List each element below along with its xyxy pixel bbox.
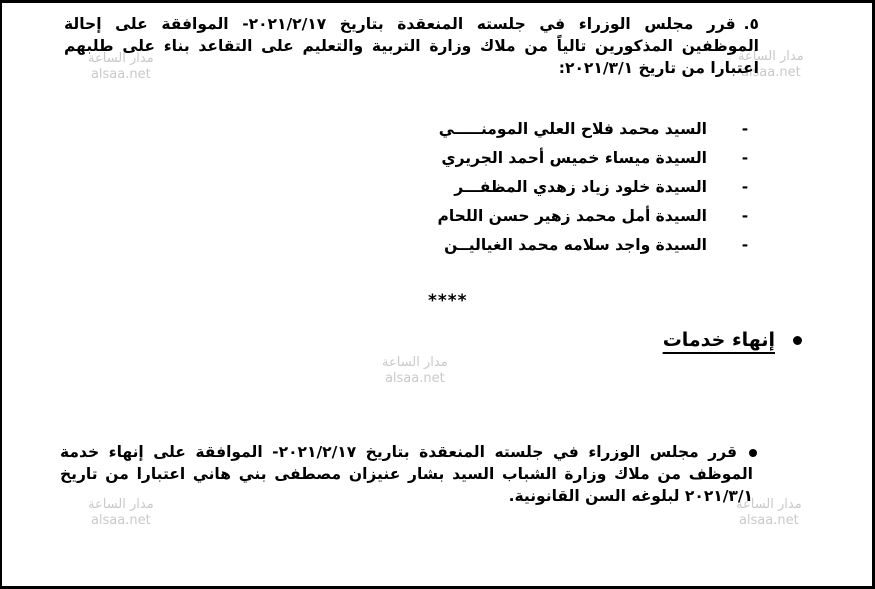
list-item <box>412 144 752 173</box>
list-item <box>412 231 752 260</box>
paragraph-number: ٥. <box>743 15 759 33</box>
watermark-arabic: مدار الساعة <box>738 49 804 64</box>
list-dash: - <box>741 120 749 138</box>
bullet-icon <box>793 336 802 345</box>
separator-stars: **** <box>428 291 468 311</box>
section-heading-text: إنهاء خدمات <box>662 329 775 351</box>
person-name: السيدة أمل محمد زهير حسن اللحام <box>437 207 707 225</box>
list-item <box>412 115 752 144</box>
watermark-arabic: مدار الساعة <box>88 51 154 66</box>
list-item <box>412 173 752 202</box>
decision-paragraph-retirement <box>64 13 759 79</box>
watermark-arabic: مدار الساعة <box>736 497 802 512</box>
list-dash: - <box>741 149 749 167</box>
watermark-arabic: مدار الساعة <box>382 355 448 370</box>
watermark-arabic: مدار الساعة <box>88 497 154 512</box>
person-name: السيدة ميساء خميس أحمد الجريري <box>441 149 707 167</box>
list-dash: - <box>741 207 749 225</box>
paragraph-text: قرر مجلس الوزراء في جلسته المنعقدة بتاريخ ٢٠٢١/٢/١٧- الموافقة على إنهاء خدمة الموظف من ملاك وزارة الشباب السيد بشار عنيزان مصطفى بني هاني اعتبارا من تاريخ ٢٠٢١/٣/١ لبلوغه السن القانونية. <box>60 443 753 505</box>
section-heading <box>663 329 802 351</box>
watermark <box>382 355 448 387</box>
list-dash: - <box>741 178 749 196</box>
decision-paragraph-termination <box>60 441 753 507</box>
person-name: السيدة خلود زياد زهدي المظفـــر <box>454 178 707 196</box>
watermark-url: alsaa.net <box>384 371 445 386</box>
watermark-url: alsaa.net <box>90 67 151 82</box>
list-dash: - <box>741 236 749 254</box>
retirees-list <box>412 115 752 260</box>
bullet-icon <box>749 449 757 457</box>
paragraph-text: قرر مجلس الوزراء في جلسته المنعقدة بتاريخ ٢٠٢١/٢/١٧- الموافقة على إحالة الموظفين المذكورين تالياً من ملاك وزارة التربية والتعليم على التقاعد بناء على طلبهم اعتبارا من تاريخ ٢٠٢١/٣/١: <box>64 15 759 77</box>
watermark-url: alsaa.net <box>740 65 801 80</box>
person-name: السيد محمد فلاح العلي المومنـــــي <box>438 120 707 138</box>
watermark-url: alsaa.net <box>90 513 151 528</box>
watermark-url: alsaa.net <box>738 513 799 528</box>
person-name: السيدة واجد سلامه محمد الغياليــن <box>444 236 707 254</box>
list-item <box>412 202 752 231</box>
